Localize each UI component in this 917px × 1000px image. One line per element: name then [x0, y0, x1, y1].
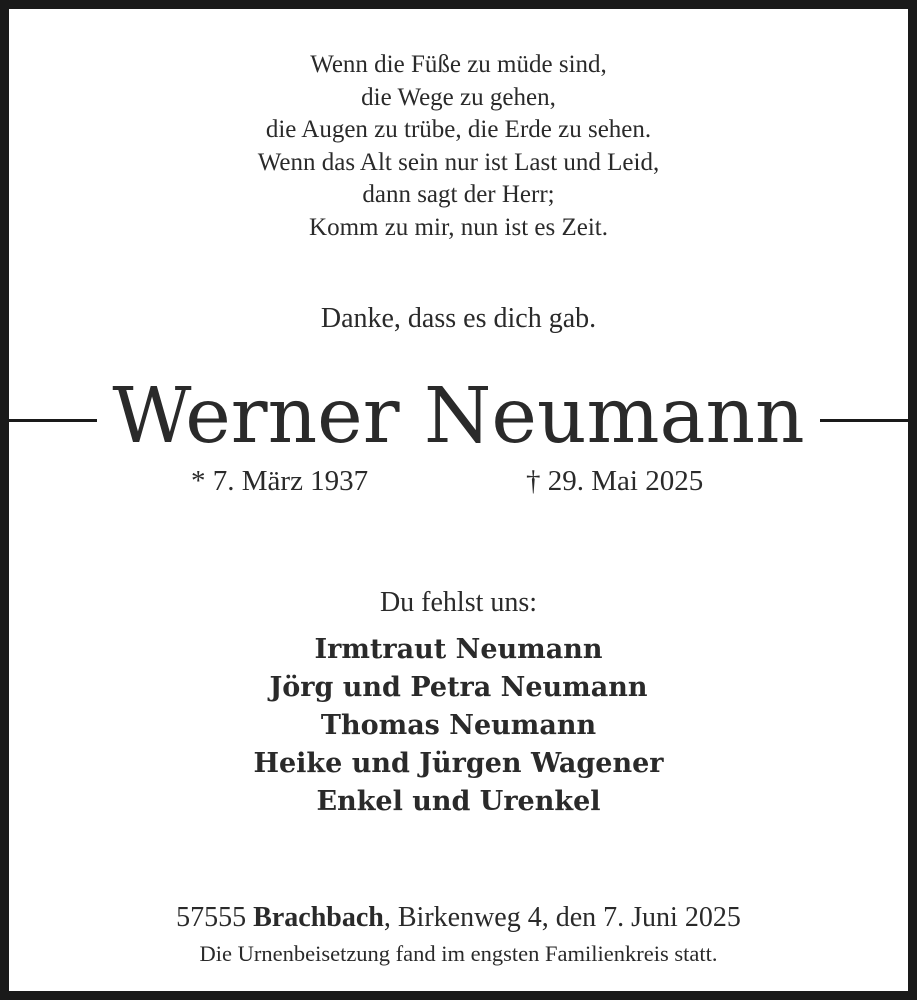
address-town: Brachbach	[253, 902, 384, 933]
poem-line: die Wege zu gehen,	[361, 83, 556, 111]
missed-intro: Du fehlst uns:	[379, 587, 538, 618]
address-rest: , Birkenweg 4, den 7. Juni 2025	[383, 902, 741, 933]
address-zip: 57555	[176, 902, 247, 933]
burial-note: Die Urnenbeisetzung fand im engsten Familienkreis statt.	[199, 941, 718, 966]
name-row	[9, 367, 908, 467]
mourners-list	[9, 631, 908, 821]
poem-line: Wenn das Alt sein nur ist Last und Leid,	[257, 148, 660, 176]
birth-date: * 7. März 1937	[191, 465, 369, 497]
poem	[9, 49, 908, 244]
mourner-name: Jörg und Petra Neumann	[269, 672, 648, 703]
death-date: † 29. Mai 2025	[526, 465, 704, 497]
mourner-name: Thomas Neumann	[320, 710, 597, 741]
poem-line: die Augen zu trübe, die Erde zu sehen.	[265, 116, 652, 143]
mourner-name: Enkel und Urenkel	[316, 786, 601, 817]
right-rule	[820, 419, 908, 422]
mourner-name: Irmtraut Neumann	[314, 634, 603, 665]
poem-line: Komm zu mir, nun ist es Zeit.	[309, 213, 608, 241]
poem-line: dann sagt der Herr;	[362, 181, 555, 208]
poem-line: Wenn die Füße zu müde sind,	[310, 51, 607, 78]
mourner-name: Heike und Jürgen Wagener	[253, 748, 664, 779]
thanks-line: Danke, dass es dich gab.	[320, 303, 597, 334]
deceased-name: Werner Neumann	[112, 372, 805, 461]
address-line	[9, 902, 908, 934]
